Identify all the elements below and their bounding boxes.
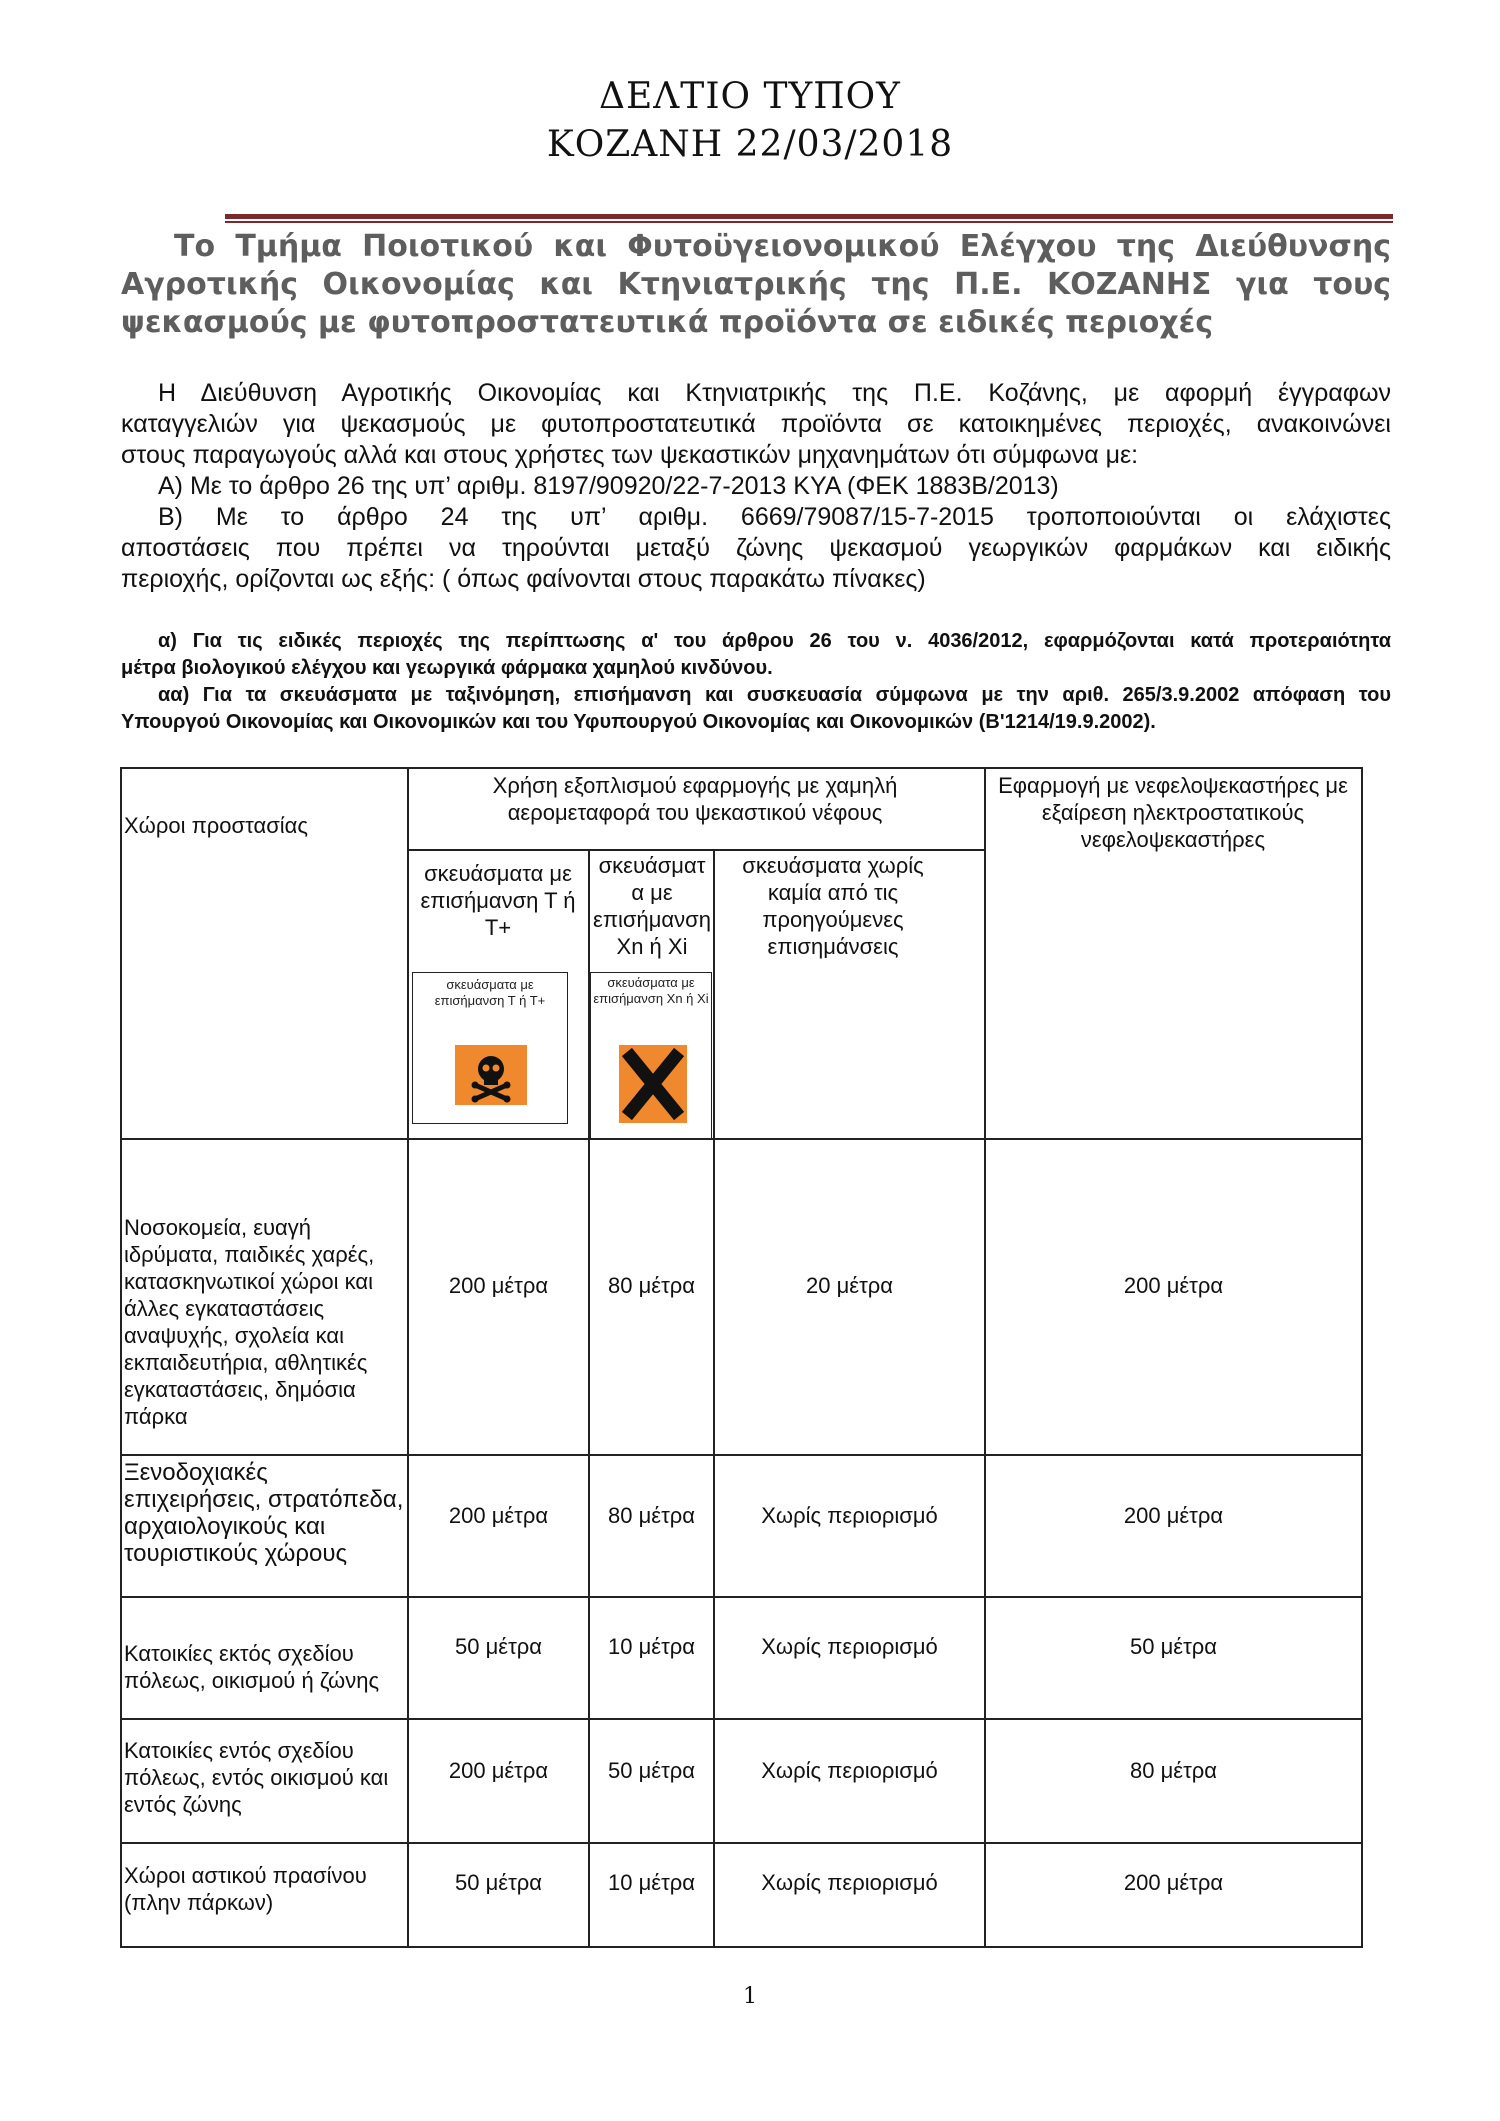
header-low-drift-group: Χρήση εξοπλισμού εφαρμογής με χαμηλή αερομεταφορά του ψεκαστικού νέφους xyxy=(492,773,898,825)
body-text xyxy=(121,378,1391,595)
body-line: περιοχής, ορίζονται ως εξής: ( όπως φαίνονται στους παρακάτω πίνακες) xyxy=(121,565,926,593)
table-border xyxy=(120,1946,1363,1948)
row-xn-distance: 80 μέτρα xyxy=(608,1273,695,1298)
body-line: Β) Με το άρθρο 24 της υπ’ αριθμ. 6669/79087/15-7-2015 τροποποιούνται οι ελάχιστες xyxy=(158,503,1391,531)
row-area: Χώροι αστικού πρασίνου (πλην πάρκων) xyxy=(124,1863,367,1915)
row-t-distance: 200 μέτρα xyxy=(448,1758,549,1783)
row-area: Ξενοδοχιακές επιχειρήσεις, στρατόπεδα, αρχαιολογικούς και τουριστικούς χώρους xyxy=(124,1459,404,1567)
heading-line: Αγροτικής Οικονομίας και Κτηνιατρικής της Π.Ε. ΚΟΖΑΝΗΣ για τους xyxy=(121,267,1391,302)
row-fog-distance: 200 μέτρα xyxy=(1123,1503,1224,1528)
body-line: Η Διεύθυνση Αγροτικής Οικονομίας και Κτηνιατρικής της Π.Ε. Κοζάνης, με αφορμή έγγραφων xyxy=(158,379,1391,407)
toxic-pictogram-panel xyxy=(412,972,568,1124)
row-t-distance: 200 μέτρα xyxy=(448,1273,549,1298)
table-border xyxy=(120,767,1363,769)
header-xn-label: σκευάσματ α με επισήμανση Xn ή Xi xyxy=(593,853,711,959)
heading-line: Το Τμήμα Ποιοτικού και Φυτοϋγειονομικού Ελέγχου της Διεύθυνσης xyxy=(174,229,1391,264)
table-border xyxy=(120,767,122,1948)
notes xyxy=(121,628,1391,736)
row-none-distance: Χωρίς περιορισμό xyxy=(761,1870,938,1895)
row-xn-distance: 80 μέτρα xyxy=(608,1503,695,1528)
picto-t-label: σκευάσματα με επισήμανση Τ ή Τ+ xyxy=(434,977,546,1008)
table-border xyxy=(120,1138,1363,1140)
body-line: στους παραγωγούς αλλά και στους χρήστες των ψεκαστικών μηχανημάτων ότι σύμφωνα με: xyxy=(121,441,1139,469)
row-t-distance: 50 μέτρα xyxy=(455,1634,542,1659)
row-area: Κατοικίες εντός σχεδίου πόλεως, εντός οικισμού και εντός ζώνης xyxy=(124,1738,389,1817)
row-none-distance: Χωρίς περιορισμό xyxy=(761,1503,938,1528)
header-rule xyxy=(225,214,1393,219)
body-line: Α) Με το άρθρο 26 της υπ’ αριθμ. 8197/90920/22-7-2013 ΚΥΑ (ΦΕΚ 1883Β/2013) xyxy=(158,472,1059,500)
header-protection-areas: Χώροι προστασίας xyxy=(124,813,308,838)
header-no-label: σκευάσματα χωρίς καμία από τις προηγούμενες επισημάνσεις xyxy=(742,853,924,959)
table-border xyxy=(120,1454,1363,1456)
row-xn-distance: 10 μέτρα xyxy=(608,1634,695,1659)
row-t-distance: 50 μέτρα xyxy=(455,1870,542,1895)
row-none-distance: Χωρίς περιορισμό xyxy=(761,1758,938,1783)
row-fog-distance: 200 μέτρα xyxy=(1123,1870,1224,1895)
row-fog-distance: 80 μέτρα xyxy=(1130,1758,1217,1783)
row-t-distance: 200 μέτρα xyxy=(448,1503,549,1528)
row-xn-distance: 50 μέτρα xyxy=(608,1758,695,1783)
harmful-pictogram-panel xyxy=(590,972,712,1138)
page-number: 1 xyxy=(743,1984,757,2009)
row-fog-distance: 200 μέτρα xyxy=(1123,1273,1224,1298)
row-fog-distance: 50 μέτρα xyxy=(1130,1634,1217,1659)
table-border xyxy=(120,1596,1363,1598)
body-line: καταγγελιών για ψεκασμούς με φυτοπροστατευτικά προϊόντα σε κατοικημένες περιοχές, ανακοινώνει xyxy=(121,410,1391,438)
table-border xyxy=(407,849,986,851)
note-line: α) Για τις ειδικές περιοχές της περίπτωσης α' του άρθρου 26 του ν. 4036/2012, εφαρμόζονται κατά προτεραιότητα xyxy=(158,630,1391,652)
table-border xyxy=(120,1718,1363,1720)
x-cross-icon xyxy=(619,1045,687,1123)
row-none-distance: 20 μέτρα xyxy=(806,1273,893,1298)
row-area: Νοσοκομεία, ευαγή ιδρύματα, παιδικές χαρές, κατασκηνωτικοί χώροι και άλλες εγκαταστάσεις αναψυχής, σχολεία και εκπαιδευτήρια, αθλητικές εγκαταστάσεις, δημόσια πάρκα xyxy=(124,1215,375,1429)
row-none-distance: Χωρίς περιορισμό xyxy=(761,1634,938,1659)
body-line: αποστάσεις που πρέπει να τηρούνται μεταξύ ζώνης ψεκασμού γεωργικών φαρμάκων και ειδικής xyxy=(121,534,1391,562)
table-border xyxy=(1361,767,1363,1948)
heading-line: ψεκασμούς με φυτοπροστατευτικά προϊόντα σε ειδικές περιοχές xyxy=(121,305,1214,340)
header-rule-thin xyxy=(225,221,1393,223)
note-line: Υπουργού Οικονομίας και Οικονομικών και του Υφυπουργού Οικονομίας και Οικονομικών (Β'1214/19.9.2002). xyxy=(121,711,1156,733)
row-xn-distance: 10 μέτρα xyxy=(608,1870,695,1895)
picto-xn-label: σκευάσματα με επισήμανση Xn ή Xi xyxy=(593,975,709,1006)
place-date: ΚΟΖΑΝΗ 22/03/2018 xyxy=(546,124,954,165)
header-t-label: σκευάσματα με επισήμανση Τ ή Τ+ xyxy=(420,861,576,940)
document-title: ΔΕΛΤΙΟ ΤΥΠΟΥ xyxy=(599,76,901,117)
note-line: μέτρα βιολογικού ελέγχου και γεωργικά φάρμακα χαμηλού κινδύνου. xyxy=(121,657,773,679)
header-fog-sprayers: Εφαρμογή με νεφελοψεκαστήρες με εξαίρεση ηλεκτροστατικούς νεφελοψεκαστήρες xyxy=(998,773,1348,852)
press-heading xyxy=(121,228,1391,342)
note-line: αα) Για τα σκευάσματα με ταξινόμηση, επισήμανση και συσκευασία σύμφωνα με την αριθ. 265/3.9.2002 απόφαση του xyxy=(158,684,1391,706)
skull-crossbones-icon xyxy=(455,1045,527,1105)
row-area: Κατοικίες εκτός σχεδίου πόλεως, οικισμού ή ζώνης xyxy=(124,1641,380,1693)
table-border xyxy=(120,1842,1363,1844)
